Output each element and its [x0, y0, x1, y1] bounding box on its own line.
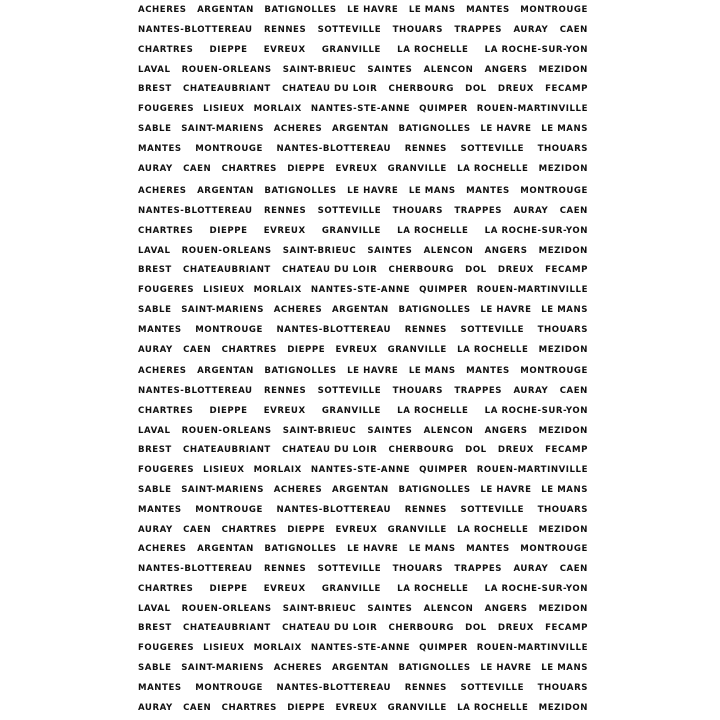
station-name: SAINTES	[367, 603, 413, 614]
station-name: DREUX	[497, 84, 534, 95]
station-name: CHARTRES	[138, 44, 194, 55]
station-name: SOTTEVILLE	[317, 24, 382, 36]
station-name: SAINT-BRIEUC	[282, 245, 357, 256]
station-name: MONTROUGE	[520, 4, 588, 16]
station-line	[138, 282, 588, 299]
station-name: EVREUX	[263, 405, 306, 416]
station-name: MORLAIX	[253, 285, 302, 296]
station-name: BATIGNOLLES	[398, 123, 471, 135]
station-name: DREUX	[497, 265, 534, 276]
station-name: LA ROCHELLE	[397, 44, 469, 55]
station-name: SOTTEVILLE	[460, 682, 524, 694]
station-name: GRANVILLE	[387, 163, 447, 175]
station-name: BREST	[138, 623, 172, 634]
station-name: CHATEAU DU LOIR	[282, 623, 378, 634]
station-name: RENNES	[263, 24, 307, 36]
station-name: ACHERES	[273, 662, 323, 674]
station-name: LISIEUX	[203, 104, 245, 115]
station-line	[138, 202, 588, 219]
station-name: NANTES-BLOTTEREAU	[138, 205, 253, 217]
station-name: NANTES-BLOTTEREAU	[276, 143, 392, 155]
station-name: CHATEAUBRIANT	[183, 445, 271, 456]
station-name: ARGENTAN	[197, 543, 254, 555]
station-name: DIEPPE	[209, 44, 248, 55]
station-name: ACHERES	[138, 4, 187, 16]
station-name: ARGENTAN	[331, 662, 389, 674]
station-name: ROUEN-MARTINVILLE	[476, 285, 588, 296]
station-name: LA ROCHELLE	[457, 702, 529, 714]
station-name: LE MANS	[541, 123, 588, 135]
station-name: TRAPPES	[454, 24, 503, 36]
station-name: SOTTEVILLE	[460, 143, 524, 155]
station-line	[138, 81, 588, 98]
station-name: MANTES	[466, 4, 510, 16]
station-line	[138, 680, 588, 697]
station-name: SAINTES	[367, 245, 413, 256]
station-name: LA ROCHE-SUR-YON	[484, 225, 588, 236]
station-name: QUIMPER	[419, 465, 468, 476]
station-name: AURAY	[138, 524, 173, 536]
station-name: ROUEN-MARTINVILLE	[476, 104, 588, 115]
station-name: LAVAL	[138, 603, 171, 614]
station-name: MEZIDON	[538, 702, 588, 714]
station-name: SAINT-MARIENS	[181, 484, 265, 496]
station-name: LISIEUX	[203, 465, 245, 476]
station-name: LAVAL	[138, 64, 171, 75]
station-line	[138, 541, 588, 558]
station-name: ARGENTAN	[197, 4, 254, 16]
station-name: LA ROCHELLE	[397, 405, 469, 416]
station-name: NANTES-STE-ANNE	[310, 285, 411, 296]
station-name: DIEPPE	[287, 344, 326, 356]
station-name: SAINT-MARIENS	[181, 662, 265, 674]
station-name: LA ROCHELLE	[457, 163, 529, 175]
station-line	[138, 462, 588, 479]
station-name: GRANVILLE	[321, 405, 381, 416]
station-name: DIEPPE	[209, 405, 248, 416]
station-name: FECAMP	[545, 265, 588, 276]
station-line	[138, 363, 588, 380]
station-name: THOUARS	[537, 682, 588, 694]
station-name: LA ROCHELLE	[397, 583, 469, 594]
station-name: ARGENTAN	[197, 365, 254, 377]
station-name: THOUARS	[392, 24, 443, 36]
station-name: BATIGNOLLES	[398, 304, 471, 316]
station-name: MORLAIX	[253, 643, 302, 654]
station-name: MORLAIX	[253, 465, 302, 476]
station-name: ACHERES	[273, 484, 323, 496]
station-line	[138, 121, 588, 138]
station-name: ANGERS	[484, 64, 528, 75]
station-name: CHARTRES	[221, 524, 277, 536]
station-name: CAEN	[183, 524, 212, 536]
station-name: BATIGNOLLES	[398, 662, 471, 674]
station-name: LAVAL	[138, 245, 171, 256]
station-name: GRANVILLE	[387, 524, 447, 536]
station-name: ALENCON	[423, 603, 474, 614]
station-name: MEZIDON	[538, 603, 588, 614]
station-line	[138, 580, 588, 597]
station-name: CHATEAU DU LOIR	[282, 84, 378, 95]
station-line	[138, 699, 588, 716]
station-name: TRAPPES	[454, 385, 503, 397]
station-name: CHATEAUBRIANT	[183, 84, 271, 95]
station-name: ARGENTAN	[197, 185, 254, 197]
station-name: NANTES-BLOTTEREAU	[138, 563, 253, 575]
station-name: LAVAL	[138, 425, 171, 436]
station-name: BATIGNOLLES	[264, 185, 337, 197]
station-name: ROUEN-ORLEANS	[181, 64, 272, 75]
station-name: RENNES	[404, 324, 447, 336]
station-name: NANTES-BLOTTEREAU	[276, 324, 392, 336]
station-name: CHATEAUBRIANT	[183, 265, 271, 276]
station-name: MANTES	[138, 143, 182, 155]
station-name: ARGENTAN	[331, 123, 389, 135]
station-name: FOUGERES	[138, 285, 195, 296]
station-name: GRANVILLE	[321, 44, 381, 55]
station-name: GRANVILLE	[387, 344, 447, 356]
station-name: EVREUX	[263, 583, 306, 594]
station-line	[138, 41, 588, 58]
station-name: CHARTRES	[221, 344, 277, 356]
station-name: ARGENTAN	[331, 304, 389, 316]
station-name: SOTTEVILLE	[460, 324, 524, 336]
station-name: LE HAVRE	[480, 662, 532, 674]
station-name: GRANVILLE	[387, 702, 447, 714]
station-name: LE MANS	[541, 304, 588, 316]
station-name: BREST	[138, 84, 172, 95]
station-name: CAEN	[559, 205, 588, 217]
station-name: MORLAIX	[253, 104, 302, 115]
station-name: CAEN	[183, 702, 212, 714]
station-name: SABLE	[138, 123, 172, 135]
station-name: ACHERES	[273, 304, 323, 316]
station-line	[138, 442, 588, 459]
station-name: CHARTRES	[138, 225, 194, 236]
station-name: LA ROCHELLE	[397, 225, 469, 236]
station-name: CHARTRES	[138, 583, 194, 594]
station-name: SAINT-BRIEUC	[282, 603, 357, 614]
station-line	[138, 422, 588, 439]
station-name: MEZIDON	[538, 344, 588, 356]
station-line	[138, 640, 588, 657]
station-name: EVREUX	[335, 163, 378, 175]
station-name: SAINT-BRIEUC	[282, 425, 357, 436]
station-line	[138, 502, 588, 519]
station-name: CHATEAU DU LOIR	[282, 265, 378, 276]
station-name: LE HAVRE	[347, 185, 399, 197]
station-name: DOL	[465, 265, 487, 276]
station-list-sheet	[138, 0, 588, 720]
station-line	[138, 141, 588, 158]
station-name: MEZIDON	[538, 163, 588, 175]
station-name: CHERBOURG	[388, 265, 454, 276]
station-name: BATIGNOLLES	[264, 365, 337, 377]
station-name: SAINT-MARIENS	[181, 304, 265, 316]
station-line	[138, 242, 588, 259]
station-name: FOUGERES	[138, 465, 195, 476]
station-line	[138, 322, 588, 339]
station-name: NANTES-STE-ANNE	[310, 643, 411, 654]
station-name: AURAY	[513, 385, 549, 397]
station-name: RENNES	[263, 563, 307, 575]
station-name: AURAY	[138, 344, 173, 356]
station-line	[138, 620, 588, 637]
station-line	[138, 2, 588, 19]
station-name: CAEN	[183, 163, 212, 175]
station-name: SOTTEVILLE	[317, 563, 382, 575]
station-name: LE HAVRE	[347, 365, 399, 377]
station-name: LISIEUX	[203, 285, 245, 296]
station-line	[138, 222, 588, 239]
station-name: QUIMPER	[419, 643, 468, 654]
station-name: RENNES	[404, 682, 447, 694]
station-name: CHERBOURG	[388, 445, 454, 456]
station-name: MANTES	[138, 682, 182, 694]
station-name: ROUEN-MARTINVILLE	[476, 643, 588, 654]
station-name: RENNES	[404, 504, 447, 516]
station-name: ROUEN-MARTINVILLE	[476, 465, 588, 476]
station-name: FOUGERES	[138, 104, 195, 115]
station-name: SABLE	[138, 484, 172, 496]
station-name: MANTES	[466, 365, 510, 377]
station-name: CHARTRES	[138, 405, 194, 416]
station-name: SAINT-BRIEUC	[282, 64, 357, 75]
station-name: BATIGNOLLES	[264, 4, 337, 16]
station-name: CHERBOURG	[388, 623, 454, 634]
station-name: NANTES-STE-ANNE	[310, 465, 411, 476]
station-line	[138, 101, 588, 118]
station-name: SAINT-MARIENS	[181, 123, 265, 135]
station-name: ALENCON	[423, 425, 474, 436]
station-name: MANTES	[466, 185, 510, 197]
station-line	[138, 341, 588, 358]
station-name: THOUARS	[392, 385, 443, 397]
station-name: ACHERES	[138, 185, 187, 197]
station-name: FECAMP	[545, 84, 588, 95]
station-name: CHATEAUBRIANT	[183, 623, 271, 634]
station-name: AURAY	[513, 563, 549, 575]
station-name: EVREUX	[263, 44, 306, 55]
station-name: RENNES	[263, 205, 307, 217]
station-name: DOL	[465, 445, 487, 456]
station-name: SAINTES	[367, 64, 413, 75]
station-name: ACHERES	[273, 123, 323, 135]
station-name: EVREUX	[335, 702, 378, 714]
station-name: MONTROUGE	[520, 365, 588, 377]
station-line	[138, 61, 588, 78]
station-name: ROUEN-ORLEANS	[181, 425, 272, 436]
station-name: CHATEAU DU LOIR	[282, 445, 378, 456]
station-name: ANGERS	[484, 603, 528, 614]
station-name: RENNES	[404, 143, 447, 155]
station-name: SOTTEVILLE	[317, 385, 382, 397]
station-line	[138, 262, 588, 279]
station-name: THOUARS	[537, 143, 588, 155]
station-line	[138, 600, 588, 617]
station-name: DIEPPE	[209, 225, 248, 236]
station-name: MANTES	[466, 543, 510, 555]
station-name: NANTES-STE-ANNE	[310, 104, 411, 115]
station-name: ANGERS	[484, 425, 528, 436]
station-name: ALENCON	[423, 64, 474, 75]
station-name: THOUARS	[392, 563, 443, 575]
station-name: BREST	[138, 445, 172, 456]
station-name: SABLE	[138, 662, 172, 674]
station-name: FECAMP	[545, 623, 588, 634]
station-name: THOUARS	[537, 324, 588, 336]
station-name: CAEN	[559, 385, 588, 397]
station-name: MANTES	[138, 504, 182, 516]
station-name: LE HAVRE	[480, 304, 532, 316]
station-name: ALENCON	[423, 245, 474, 256]
station-name: MONTROUGE	[520, 185, 588, 197]
station-name: EVREUX	[335, 524, 378, 536]
station-name: MONTROUGE	[520, 543, 588, 555]
station-name: EVREUX	[263, 225, 306, 236]
station-name: ROUEN-ORLEANS	[181, 603, 272, 614]
station-name: CHARTRES	[221, 163, 277, 175]
station-name: CAEN	[559, 24, 588, 36]
station-name: AURAY	[138, 702, 173, 714]
station-name: ROUEN-ORLEANS	[181, 245, 272, 256]
station-name: SOTTEVILLE	[460, 504, 524, 516]
station-name: SOTTEVILLE	[317, 205, 382, 217]
station-name: DREUX	[497, 445, 534, 456]
station-name: GRANVILLE	[321, 583, 381, 594]
station-line	[138, 183, 588, 200]
station-name: NANTES-BLOTTEREAU	[138, 385, 253, 397]
station-name: FOUGERES	[138, 643, 195, 654]
station-name: BREST	[138, 265, 172, 276]
station-line	[138, 660, 588, 677]
station-name: DIEPPE	[209, 583, 248, 594]
station-name: MEZIDON	[538, 524, 588, 536]
station-name: LE HAVRE	[347, 4, 399, 16]
station-line	[138, 482, 588, 499]
station-name: ACHERES	[138, 365, 187, 377]
station-name: TRAPPES	[454, 563, 503, 575]
station-name: QUIMPER	[419, 104, 468, 115]
station-name: SAINTES	[367, 425, 413, 436]
station-line	[138, 402, 588, 419]
station-name: ANGERS	[484, 245, 528, 256]
station-name: MONTROUGE	[195, 143, 263, 155]
station-name: LE HAVRE	[480, 484, 532, 496]
station-name: NANTES-BLOTTEREAU	[276, 682, 392, 694]
station-name: EVREUX	[335, 344, 378, 356]
station-name: LA ROCHELLE	[457, 524, 529, 536]
station-name: DOL	[465, 623, 487, 634]
station-name: LISIEUX	[203, 643, 245, 654]
station-name: LE MANS	[408, 185, 456, 197]
station-name: DREUX	[497, 623, 534, 634]
station-name: CAEN	[559, 563, 588, 575]
station-name: MONTROUGE	[195, 504, 263, 516]
station-name: TRAPPES	[454, 205, 503, 217]
station-line	[138, 21, 588, 38]
station-name: FECAMP	[545, 445, 588, 456]
station-name: LE MANS	[408, 543, 456, 555]
station-name: NANTES-BLOTTEREAU	[138, 24, 253, 36]
station-name: GRANVILLE	[321, 225, 381, 236]
station-name: DOL	[465, 84, 487, 95]
station-name: LE HAVRE	[347, 543, 399, 555]
station-name: MEZIDON	[538, 425, 588, 436]
station-line	[138, 521, 588, 538]
station-name: AURAY	[513, 205, 549, 217]
station-line	[138, 382, 588, 399]
station-name: LE MANS	[541, 484, 588, 496]
station-name: SABLE	[138, 304, 172, 316]
station-name: CAEN	[183, 344, 212, 356]
station-name: NANTES-BLOTTEREAU	[276, 504, 392, 516]
station-name: LA ROCHE-SUR-YON	[484, 405, 588, 416]
station-name: ARGENTAN	[331, 484, 389, 496]
station-name: LA ROCHE-SUR-YON	[484, 583, 588, 594]
station-name: CHERBOURG	[388, 84, 454, 95]
station-name: LA ROCHELLE	[457, 344, 529, 356]
station-name: THOUARS	[392, 205, 443, 217]
station-name: LE MANS	[541, 662, 588, 674]
station-name: QUIMPER	[419, 285, 468, 296]
station-name: BATIGNOLLES	[264, 543, 337, 555]
station-line	[138, 160, 588, 177]
station-name: MEZIDON	[538, 245, 588, 256]
station-name: LE MANS	[408, 365, 456, 377]
station-name: LE HAVRE	[480, 123, 532, 135]
station-name: AURAY	[138, 163, 173, 175]
station-line	[138, 560, 588, 577]
station-name: LE MANS	[408, 4, 456, 16]
station-name: LA ROCHE-SUR-YON	[484, 44, 588, 55]
station-name: MEZIDON	[538, 64, 588, 75]
station-name: DIEPPE	[287, 524, 326, 536]
station-name: MONTROUGE	[195, 682, 263, 694]
station-name: BATIGNOLLES	[398, 484, 471, 496]
station-name: DIEPPE	[287, 163, 326, 175]
station-name: DIEPPE	[287, 702, 326, 714]
station-name: AURAY	[513, 24, 549, 36]
station-name: MANTES	[138, 324, 182, 336]
station-name: MONTROUGE	[195, 324, 263, 336]
station-name: THOUARS	[537, 504, 588, 516]
station-line	[138, 302, 588, 319]
station-name: ACHERES	[138, 543, 187, 555]
station-name: RENNES	[263, 385, 307, 397]
station-name: CHARTRES	[221, 702, 277, 714]
